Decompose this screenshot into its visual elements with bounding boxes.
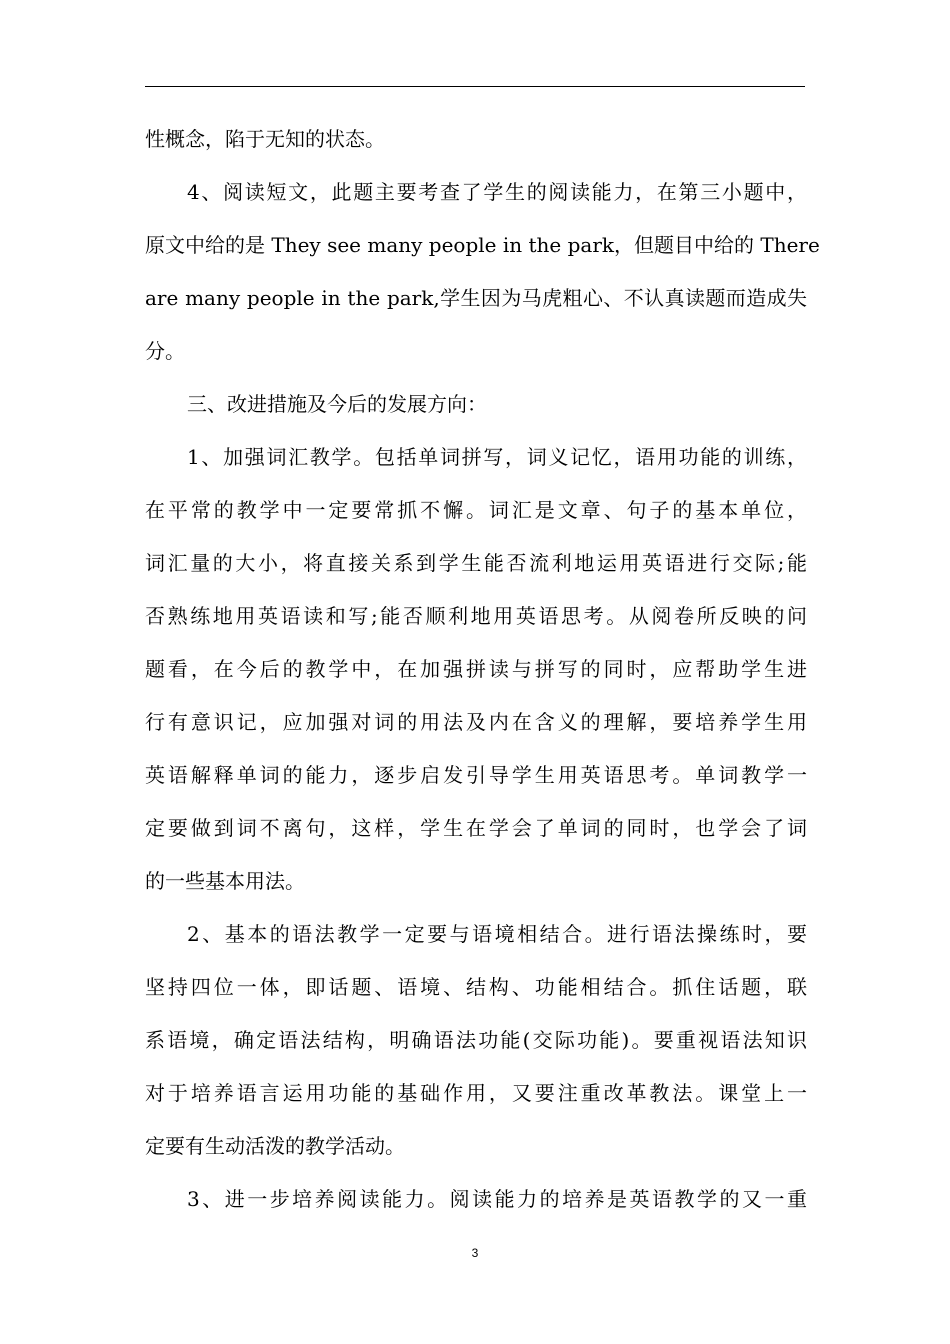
text-line: 2、基本的语法教学一定要与语境相结合。进行语法操练时，要 [187, 922, 807, 946]
text-line: are many people in the park,学生因为马虎粗心、不认真读题而造成失 [145, 286, 807, 310]
section-heading: 三、改进措施及今后的发展方向： [187, 392, 487, 416]
text-line: 定要有生动活泼的教学活动。 [145, 1134, 405, 1158]
text-line: 行有意识记，应加强对词的用法及内在含义的理解，要培养学生用 [145, 710, 807, 734]
text-line: 分。 [145, 339, 185, 363]
text-line: 系语境，确定语法结构，明确语法功能(交际功能)。要重视语法知识 [145, 1028, 807, 1052]
text-line: 1、加强词汇教学。包括单词拼写，词义记忆，语用功能的训练， [187, 445, 807, 469]
text-line: 题看，在今后的教学中，在加强拼读与拼写的同时，应帮助学生进 [145, 657, 807, 681]
text-line: 原文中给的是 They see many people in the park，但题目中给的 There [145, 233, 820, 257]
text-line: 性概念，陷于无知的状态。 [145, 127, 385, 151]
header-rule [145, 86, 805, 87]
text-line: 3、进一步培养阅读能力。阅读能力的培养是英语教学的又一重 [187, 1187, 807, 1211]
text-line: 词汇量的大小，将直接关系到学生能否流利地运用英语进行交际;能 [145, 551, 807, 575]
page-number: 3 [471, 1246, 479, 1260]
text-line: 英语解释单词的能力，逐步启发引导学生用英语思考。单词教学一 [145, 763, 807, 787]
text-line: 在平常的教学中一定要常抓不懈。词汇是文章、句子的基本单位， [145, 498, 807, 522]
text-line: 定要做到词不离句，这样，学生在学会了单词的同时，也学会了词 [145, 816, 807, 840]
text-line: 坚持四位一体，即话题、语境、结构、功能相结合。抓住话题，联 [145, 975, 807, 999]
text-line: 的一些基本用法。 [145, 869, 305, 893]
text-line: 否熟练地用英语读和写;能否顺利地用英语思考。从阅卷所反映的问 [145, 604, 807, 628]
text-line: 对于培养语言运用功能的基础作用，又要注重改革教法。课堂上一 [145, 1081, 807, 1105]
text-line: 4、阅读短文，此题主要考查了学生的阅读能力，在第三小题中， [187, 180, 807, 204]
